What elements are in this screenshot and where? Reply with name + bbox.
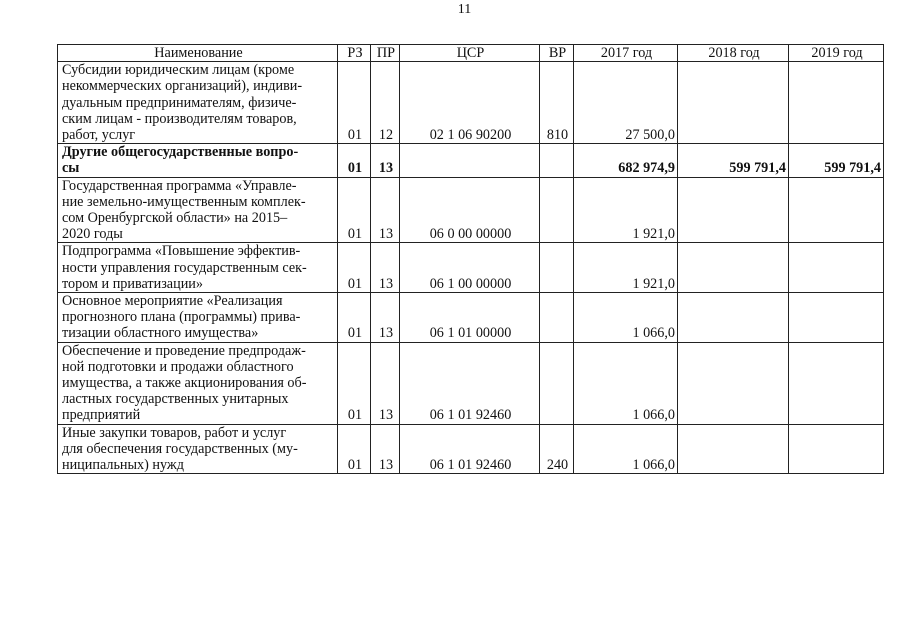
row-vr: 240 xyxy=(540,424,574,474)
row-2018 xyxy=(678,62,789,144)
row-rz: 01 xyxy=(338,293,371,343)
row-2018 xyxy=(678,293,789,343)
row-vr xyxy=(540,243,574,293)
row-name-line: Иные закупки товаров, работ и услуг xyxy=(62,424,287,441)
header-pr: ПР xyxy=(371,45,400,62)
row-pr: 13 xyxy=(371,144,400,177)
table-row xyxy=(58,293,884,343)
row-name-line: ние земельно-имущественным комплек- xyxy=(62,193,306,210)
row-name-line: работ, услуг xyxy=(62,127,136,144)
header-2019: 2019 год xyxy=(789,45,884,62)
row-name-line: сы xyxy=(62,160,80,177)
row-csr: 02 1 06 90200 xyxy=(400,62,540,144)
row-name-line: прогнозного плана (программы) прива- xyxy=(62,309,301,326)
row-pr: 13 xyxy=(371,342,400,424)
row-pr: 12 xyxy=(371,62,400,144)
row-2019 xyxy=(789,293,884,343)
row-2019: 599 791,4 xyxy=(789,144,884,177)
row-2019 xyxy=(789,177,884,243)
row-vr xyxy=(540,293,574,343)
table-row xyxy=(58,342,884,424)
header-name: Наименование xyxy=(58,45,338,62)
table-row xyxy=(58,424,884,474)
row-name-line: дуальным предпринимателям, физиче- xyxy=(62,94,297,111)
row-2017: 1 921,0 xyxy=(574,243,678,293)
row-2018: 599 791,4 xyxy=(678,144,789,177)
row-name-line: Подпрограмма «Повышение эффектив- xyxy=(62,243,301,260)
row-name-line: ниципальных) нужд xyxy=(62,457,184,474)
row-2019 xyxy=(789,424,884,474)
header-2017: 2017 год xyxy=(574,45,678,62)
table-row xyxy=(58,177,884,243)
row-pr: 13 xyxy=(371,243,400,293)
row-name-line: тором и приватизации» xyxy=(62,275,203,292)
table-header-row xyxy=(58,45,884,62)
row-name-line: имущества, а также акционирования об- xyxy=(62,375,307,392)
header-vr: ВР xyxy=(540,45,574,62)
row-2017: 1 066,0 xyxy=(574,293,678,343)
row-name-line: ластных государственных унитарных xyxy=(62,391,289,408)
row-2018 xyxy=(678,177,789,243)
row-name-line: тизации областного имущества» xyxy=(62,325,259,342)
row-name-line: сом Оренбургской области» на 2015– xyxy=(62,210,288,227)
row-rz: 01 xyxy=(338,243,371,293)
row-pr: 13 xyxy=(371,177,400,243)
row-name-line: некоммерческих организаций), индиви- xyxy=(62,78,303,95)
row-name xyxy=(58,62,338,144)
table-row xyxy=(58,144,884,177)
row-2018 xyxy=(678,243,789,293)
row-name-line: Другие общегосударственные вопро- xyxy=(62,144,299,161)
row-csr: 06 1 01 92460 xyxy=(400,342,540,424)
row-csr: 06 1 00 00000 xyxy=(400,243,540,293)
row-vr: 810 xyxy=(540,62,574,144)
budget-table xyxy=(57,44,884,474)
header-csr: ЦСР xyxy=(400,45,540,62)
table-row xyxy=(58,62,884,144)
row-name xyxy=(58,144,338,177)
row-2017: 682 974,9 xyxy=(574,144,678,177)
row-name-line: Государственная программа «Управле- xyxy=(62,177,297,194)
row-pr: 13 xyxy=(371,293,400,343)
table-row xyxy=(58,243,884,293)
row-name-line: для обеспечения государственных (му- xyxy=(62,440,298,457)
row-2019 xyxy=(789,342,884,424)
row-name-line: Субсидии юридическим лицам (кроме xyxy=(62,62,295,79)
row-rz: 01 xyxy=(338,424,371,474)
row-csr: 06 1 01 00000 xyxy=(400,293,540,343)
row-rz: 01 xyxy=(338,62,371,144)
row-2017: 1 066,0 xyxy=(574,424,678,474)
row-2017: 1 066,0 xyxy=(574,342,678,424)
table-body xyxy=(58,62,884,474)
row-rz: 01 xyxy=(338,144,371,177)
row-pr: 13 xyxy=(371,424,400,474)
row-csr xyxy=(400,144,540,177)
row-2019 xyxy=(789,62,884,144)
row-2018 xyxy=(678,342,789,424)
page-number: 11 xyxy=(457,2,472,17)
row-name-line: Обеспечение и проведение предпродаж- xyxy=(62,342,306,359)
row-name-line: ной подготовки и продажи областного xyxy=(62,358,294,375)
row-2017: 1 921,0 xyxy=(574,177,678,243)
row-2018 xyxy=(678,424,789,474)
row-name-line: Основное мероприятие «Реализация xyxy=(62,293,283,310)
row-vr xyxy=(540,342,574,424)
row-name-line: 2020 годы xyxy=(62,226,123,243)
row-name xyxy=(58,293,338,343)
header-rz: РЗ xyxy=(338,45,371,62)
row-csr: 06 1 01 92460 xyxy=(400,424,540,474)
row-vr xyxy=(540,144,574,177)
row-name-line: предприятий xyxy=(62,407,141,424)
header-2018: 2018 год xyxy=(678,45,789,62)
row-2017: 27 500,0 xyxy=(574,62,678,144)
row-name xyxy=(58,243,338,293)
row-csr: 06 0 00 00000 xyxy=(400,177,540,243)
row-rz: 01 xyxy=(338,342,371,424)
row-name xyxy=(58,424,338,474)
row-2019 xyxy=(789,243,884,293)
row-name xyxy=(58,342,338,424)
row-name xyxy=(58,177,338,243)
row-vr xyxy=(540,177,574,243)
row-rz: 01 xyxy=(338,177,371,243)
row-name-line: ности управления государственным сек- xyxy=(62,259,307,276)
row-name-line: ским лицам - производителям товаров, xyxy=(62,110,297,127)
